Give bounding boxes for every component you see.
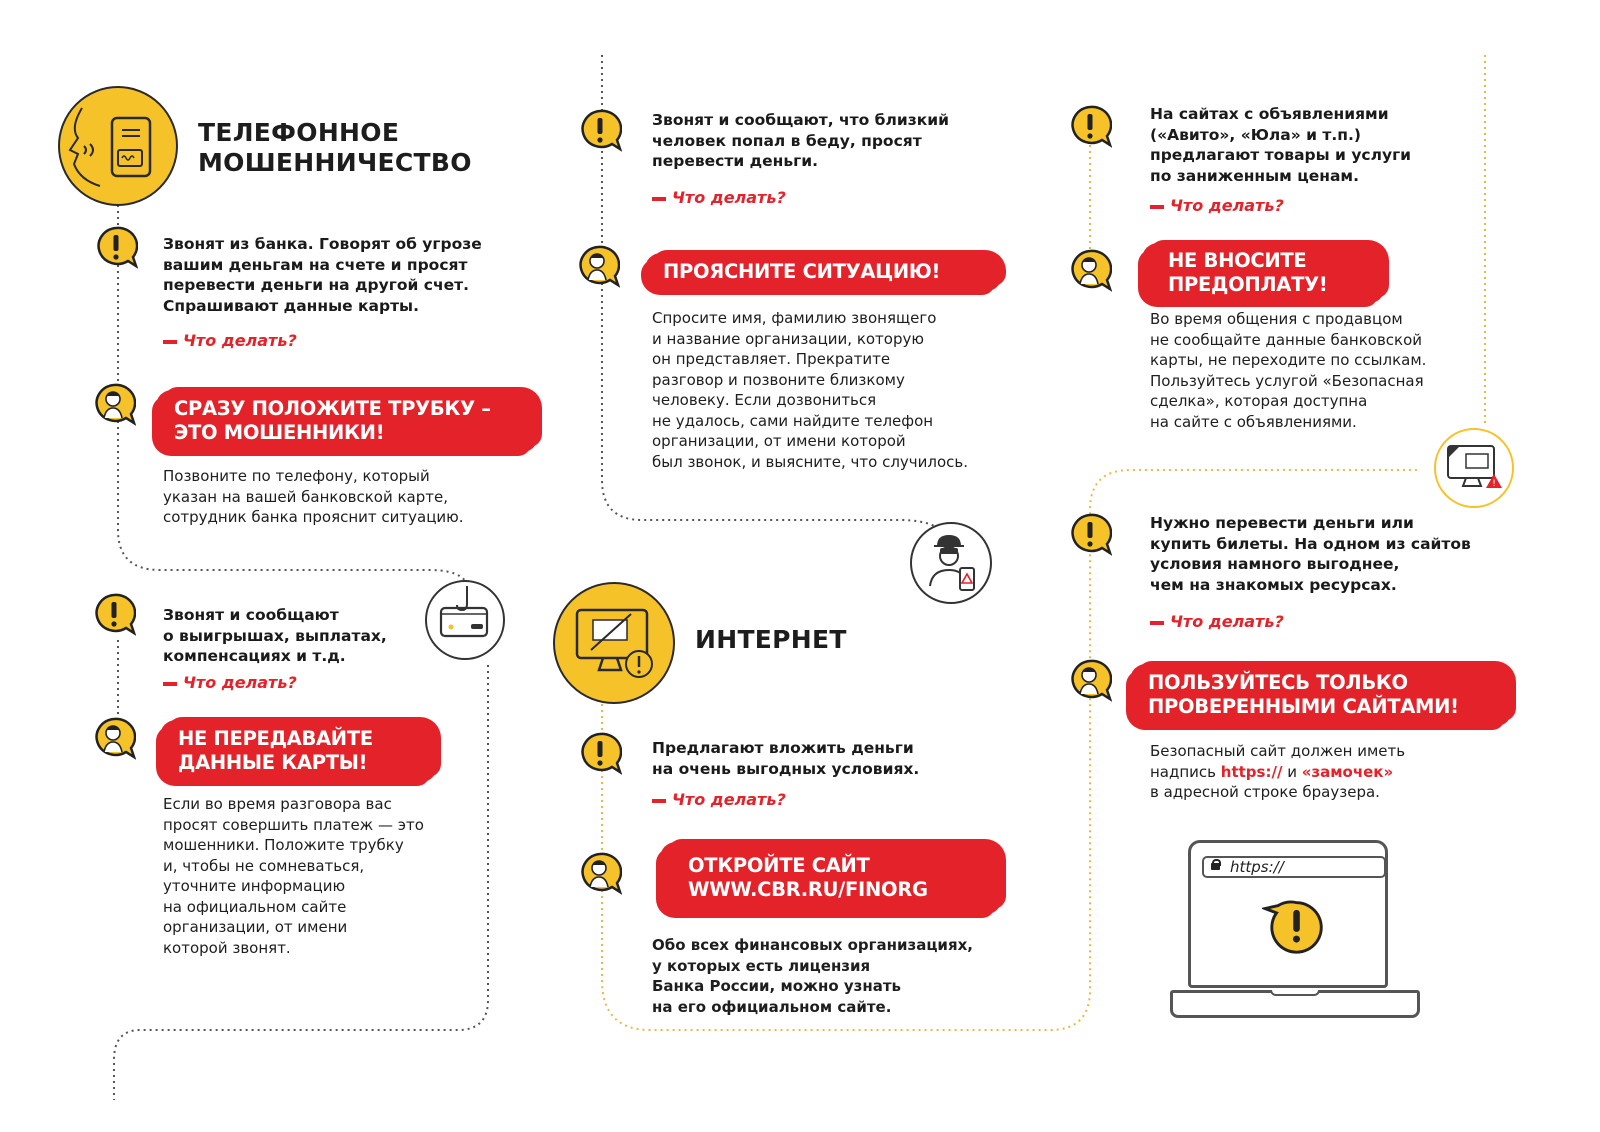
ask-text: Что делать? — [672, 188, 786, 207]
text-line: Спрашивают данные карты. — [163, 296, 419, 315]
warning-bubble-icon — [1068, 104, 1112, 148]
advice-line: ЭТО МОШЕННИКИ! — [174, 421, 385, 444]
text-line: вашим деньгам на счете и просят — [163, 255, 468, 274]
advice-banner — [160, 720, 436, 782]
problem-text — [163, 234, 482, 316]
what-to-do-label — [163, 673, 297, 692]
ask-text: Что делать? — [672, 790, 786, 809]
advice-banner — [156, 390, 537, 452]
advice-line: ПРОВЕРЕННЫМИ САЙТАМИ! — [1148, 695, 1459, 718]
text-line: Звонят и сообщают — [163, 606, 339, 624]
warning-bubble-icon — [1262, 894, 1326, 958]
what-to-do-label — [652, 790, 786, 809]
advice-banner — [660, 842, 1001, 914]
dash-mark — [652, 197, 666, 201]
text-line: на очень выгодных условиях. — [652, 759, 920, 778]
text-line: просят совершить платеж — это — [163, 815, 424, 834]
text-line: и, чтобы не сомневаться, — [163, 856, 365, 875]
what-to-do-label — [1150, 612, 1284, 631]
warning-bubble-icon — [578, 108, 622, 152]
explanation-text — [1150, 309, 1426, 432]
text-line: Позвоните по телефону, который — [163, 467, 430, 485]
laptop-illustration — [1170, 832, 1430, 1022]
problem-text — [652, 738, 919, 779]
text-fragment: надпись — [1150, 762, 1221, 781]
text-line: Звонят из банка. Говорят об угрозе — [163, 235, 482, 253]
lock-highlight: «замочек» — [1301, 762, 1394, 781]
monitor-warning-icon — [555, 584, 673, 702]
text-line: сотрудник банка прояснит ситуацию. — [163, 508, 464, 526]
text-line: сделка», которая доступна — [1150, 392, 1368, 410]
text-line: Звонят и сообщают, что близкий — [652, 111, 949, 129]
internet-section-icon — [553, 582, 675, 704]
advice-line: ПРОЯСНИТЕ СИТУАЦИЮ! — [663, 260, 941, 283]
fake-website-icon — [1434, 428, 1514, 508]
text-line: Безопасный сайт должен иметь — [1150, 742, 1406, 760]
what-to-do-label — [652, 188, 786, 207]
ask-text: Что делать? — [1170, 196, 1284, 215]
advice-line: ОТКРОЙТЕ САЙТ — [688, 854, 870, 877]
advisor-avatar-icon — [576, 244, 620, 288]
text-line: перевести деньги на другой счет. — [163, 276, 469, 294]
section-title-line: ТЕЛЕФОННОЕ — [198, 118, 400, 147]
what-to-do-label — [163, 331, 297, 350]
text-line: Нужно перевести деньги или — [1150, 514, 1414, 532]
section-title-line: МОШЕННИЧЕСТВО — [198, 148, 472, 177]
text-fragment: и — [1282, 762, 1302, 781]
advice-line: ПОЛЬЗУЙТЕСЬ ТОЛЬКО — [1148, 671, 1408, 694]
text-line: в адресной строке браузера. — [1150, 783, 1380, 801]
warning-bubble-icon — [92, 592, 136, 636]
text-line: условия намного выгоднее, — [1150, 555, 1400, 573]
text-line: Пользуйтесь услугой «Безопасная — [1150, 371, 1424, 390]
text-line: предлагают товары и услуги — [1150, 146, 1412, 164]
phone-speaking-icon — [60, 88, 176, 204]
text-line: о выигрышах, выплатах, — [163, 626, 387, 645]
advice-line: НЕ ПЕРЕДАВАЙТЕ — [178, 727, 373, 750]
svg-text:!: ! — [1492, 479, 1496, 489]
text-line: перевести деньги. — [652, 152, 818, 170]
advice-line: НЕ ВНОСИТЕ — [1168, 249, 1307, 272]
advice-banner — [1130, 664, 1511, 726]
text-line: был звонок, и выясните, что случилось. — [652, 452, 969, 471]
explanation-text — [652, 935, 973, 1017]
warning-bubble-icon — [578, 731, 622, 775]
text-line: человек попал в беду, просят — [652, 131, 922, 150]
problem-text — [163, 605, 387, 667]
laptop-notch — [1270, 990, 1320, 996]
text-line: мошенники. Положите трубку — [163, 836, 404, 854]
text-line: Если во время разговора вас — [163, 795, 392, 813]
https-highlight: https:// — [1220, 762, 1283, 781]
advice-line: ДАННЫЕ КАРТЫ! — [178, 751, 368, 774]
warning-bubble-icon — [1068, 512, 1112, 556]
text-line: разговор и позвоните близкому — [652, 370, 905, 389]
ask-text: Что делать? — [183, 331, 297, 350]
phone-fraud-section-icon — [58, 86, 178, 206]
advisor-avatar-icon — [1068, 658, 1112, 702]
advice-link-cbr-finorg[interactable]: WWW.CBR.RU/FINORG — [688, 878, 928, 901]
text-line: не удалось, сами найдите телефон — [652, 411, 934, 430]
text-line: организации, от имени которой — [652, 432, 906, 450]
text-line: Во время общения с продавцом — [1150, 310, 1403, 328]
text-line: и название организации, которую — [652, 329, 924, 348]
scammer-icon — [910, 522, 992, 604]
text-line: компенсациях и т.д. — [163, 647, 346, 665]
dash-mark — [1150, 205, 1164, 209]
text-line: чем на знакомых ресурсах. — [1150, 575, 1397, 594]
explanation-text — [652, 308, 968, 472]
advisor-avatar-icon — [92, 382, 136, 426]
problem-text — [1150, 513, 1471, 595]
text-line: Обо всех финансовых организациях, — [652, 936, 973, 954]
advisor-avatar-icon — [578, 851, 622, 895]
dash-mark — [652, 799, 666, 803]
advice-line: СРАЗУ ПОЛОЖИТЕ ТРУБКУ – — [174, 397, 491, 420]
dash-mark — [163, 340, 177, 344]
what-to-do-label — [1150, 196, 1284, 215]
text-line: на его официальном сайте. — [652, 997, 892, 1016]
ask-text: Что делать? — [183, 673, 297, 692]
advice-banner — [1142, 243, 1384, 303]
problem-text — [1150, 104, 1411, 186]
text-line: на сайте с объявлениями. — [1150, 412, 1357, 431]
internet-section-title: ИНТЕРНЕТ — [695, 625, 847, 654]
lock-shackle — [1212, 859, 1221, 866]
text-line: которой звонят. — [163, 938, 291, 957]
text-line: он представляет. Прекратите — [652, 350, 891, 368]
text-line: уточните информацию — [163, 877, 346, 895]
address-bar — [1202, 856, 1386, 878]
card-phishing-hook-icon — [425, 580, 505, 660]
explanation-text — [163, 466, 464, 528]
ask-text: Что делать? — [1170, 612, 1284, 631]
warning-bubble-icon — [94, 225, 138, 269]
explanation-text — [1150, 741, 1405, 803]
text-line — [1150, 762, 1405, 783]
advice-banner — [645, 253, 1001, 291]
text-line: Спросите имя, фамилию звонящего — [652, 309, 937, 327]
text-line: не сообщайте данные банковской — [1150, 330, 1423, 349]
advice-line: ПРЕДОПЛАТУ! — [1168, 273, 1328, 296]
text-line: Предлагают вложить деньги — [652, 739, 914, 757]
advisor-avatar-icon — [1068, 248, 1112, 292]
dash-mark — [1150, 621, 1164, 625]
text-line: организации, от имени — [163, 918, 348, 936]
text-line: («Авито», «Юла» и т.п.) — [1150, 125, 1361, 144]
text-line: у которых есть лицензия — [652, 956, 871, 975]
text-line: купить билеты. На одном из сайтов — [1150, 534, 1471, 553]
text-line: на официальном сайте — [163, 897, 347, 916]
text-line: по заниженным ценам. — [1150, 166, 1359, 185]
dash-mark — [163, 682, 177, 686]
address-bar-text: https:// — [1230, 858, 1284, 876]
phone-fraud-section-title — [198, 118, 472, 178]
text-line: Банка России, можно узнать — [652, 977, 902, 995]
explanation-text — [163, 794, 424, 958]
advisor-avatar-icon — [92, 716, 136, 760]
problem-text — [652, 110, 949, 172]
text-line: человеку. Если дозвониться — [652, 391, 877, 409]
text-line: На сайтах с объявлениями — [1150, 105, 1389, 123]
text-line: карты, не переходите по ссылкам. — [1150, 351, 1427, 369]
text-line: указан на вашей банковской карте, — [163, 487, 448, 506]
